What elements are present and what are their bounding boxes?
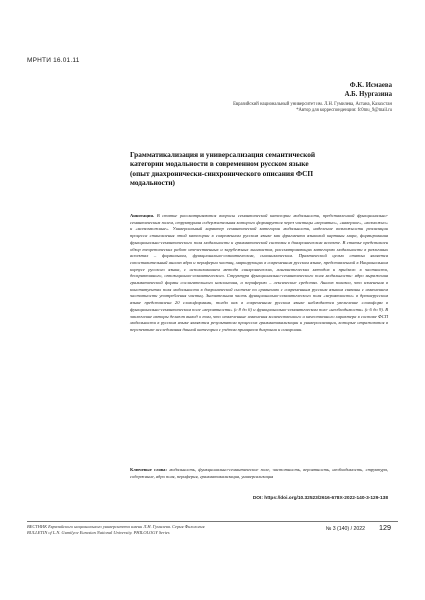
- author-list: [345, 81, 392, 99]
- title-line: категории модальности в современном русском языке: [130, 159, 309, 169]
- journal-info: [27, 524, 287, 536]
- mrnti-code: МРНТИ 16.01.11: [27, 57, 80, 64]
- keywords-label: Ключевые слова:: [130, 467, 167, 472]
- title-line: (опыт диахронически-синхронического описания ФСП: [130, 168, 314, 178]
- journal-name-ru: ВЕСТНИК Евразийского национального университета имени Л.Н. Гумилева. Серия Филология: [27, 524, 205, 529]
- abstract: [130, 213, 388, 334]
- affiliation: [132, 102, 392, 114]
- article-title: [130, 150, 390, 187]
- title-line: модальности): [130, 177, 175, 187]
- doi-link[interactable]: DOI: https://doi.org/10.32523/2616-678X-2022-140-3-129-138: [252, 496, 388, 501]
- footer-divider: [27, 521, 398, 522]
- affiliation-institution: Евразийский национальный университет им. Л.Н. Гумилева, Астана, Казахстан: [233, 102, 392, 107]
- journal-name-en: BULLETIN of L.N. Gumilyov Eurasian National University. PHILOLOGY Series: [27, 530, 170, 536]
- affiliation-correspondence: *Автор для корреспонденции: fc0mu_9@mail.ru: [296, 108, 392, 114]
- issue-number: № 3 (140) / 2022: [325, 526, 365, 532]
- abstract-text: В статье рассматриваются вопросы семантической категории модальности, представленной функционально-семантическим полем, структурная содержательная которого формируется через частицы «вероятно», «наверное», «возможно» и «всевозможные». Универсальный характер семантической категории модальности, наделение возможности реализации процесса становления этой категории в современном русском языке как фрагмента языковой картины мира, формирования функционально-семантического поля модальности и грамматической системы в диахроническом аспекте. В статье представлен обзор теоретических работ отечественных и зарубежных лингвистов, рассматривающих категорию модальности в различных аспектах – формальном, функционально-семантическом, синонимическом. Практической целью статьи является сопоставительный анализ ядра и периферии частиц, маркирующих в современном русском языке, представленной в Национальном корпусе русского языка, с использованием метода синхронических, лингвистических методов и приёмов: в частности, дескриптивного, оппозиционно-семантического. Структура функционально-семантического поля модальности: ядро выражения грамматической формы сослагательного наклонения, а периферию – лексические средства. Анализ показал, что изменения в конституентах поля модальности в дихронической системе по сравнению с современным русским языком связаны с изменением частотности употребления частиц. Значительная часть функционально-семантического поля «вероятности» в древнерусском языке представлена 20 словоформами, тогда как в современном русском языке наблюдается увеличение словоформ в функционально-семантическом поле «вероятности» (с 8 до 6) и функционально-семантическом поле «необходимости» (с 6 до 9). В заключение авторы делают вывод о том, что отмеченные изменения количественного и качественного характера в составе ФСП модальности в русском языке являются результатом процессов грамматикализации и универсализации, которые отражаются в перспективе исследования данной категории с учётом принципов дихронии и синхронии.: [130, 213, 388, 332]
- author-name: Ф.К. Исмаева: [349, 82, 392, 89]
- page-number: 129: [379, 523, 391, 532]
- author-name: А.Б. Нургазина: [344, 91, 392, 98]
- keywords-text: модальность, функционально-семантическое поле, частотность, вероятность, необходимость, структура, содержание, ядро поля, периферия, грамматикализация, универсализация: [130, 467, 388, 479]
- keywords: [130, 467, 388, 480]
- title-line: Грамматикализация и универсализация семантической: [130, 150, 316, 159]
- abstract-label: Аннотация.: [130, 213, 155, 218]
